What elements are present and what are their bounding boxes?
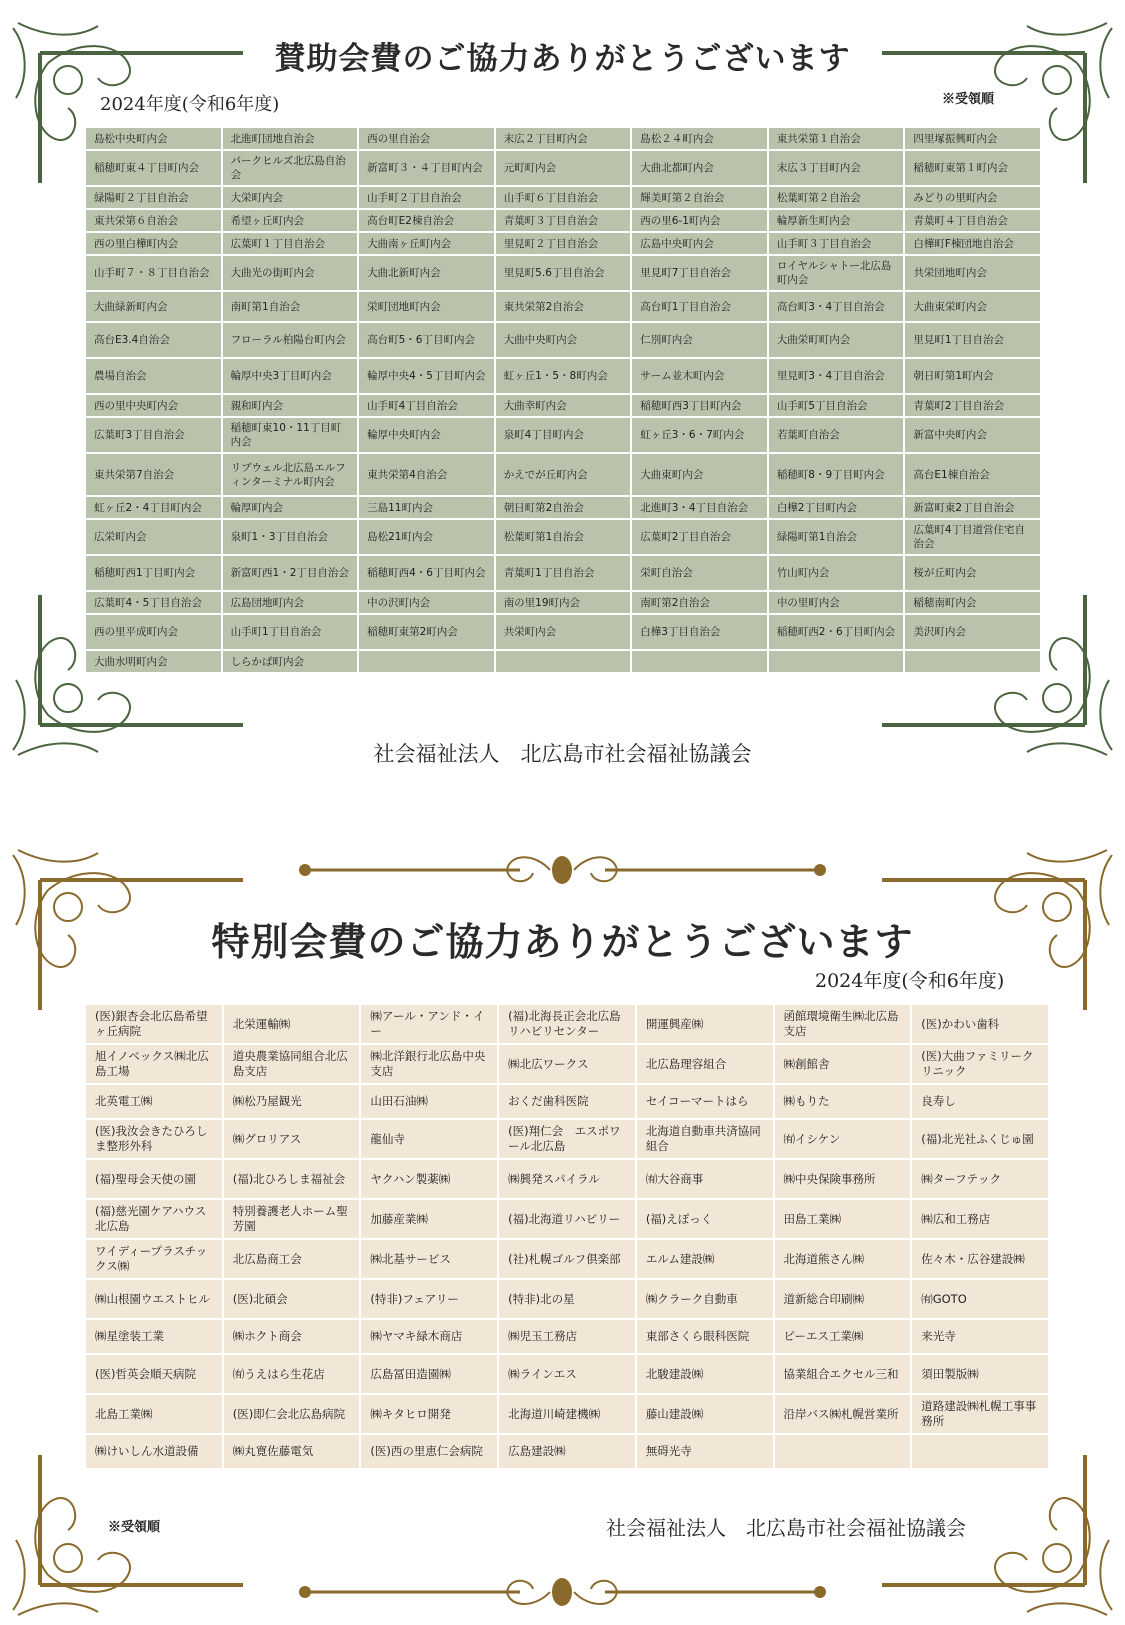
member-cell: 大曲南ヶ丘町内会 [358, 232, 495, 255]
member-cell: (医)大曲ファミリークリニック [911, 1044, 1049, 1084]
member-cell: (特非)北の星 [498, 1279, 636, 1319]
member-cell: 東部さくら眼科医院 [636, 1319, 774, 1354]
member-cell: 朝日町第1町内会 [904, 358, 1041, 394]
supporting-members-row [85, 496, 1041, 519]
member-cell: 希望ヶ丘町内会 [222, 209, 359, 232]
special-members-row [85, 1319, 1049, 1354]
corner-ornament-gold-bottom-left [8, 1450, 248, 1620]
member-cell: 南町第1自治会 [222, 291, 359, 322]
member-cell: ㈱山根園ウエストヒル [85, 1279, 223, 1319]
member-cell: 東共栄第１自治会 [768, 127, 905, 150]
member-cell: 四里塚振興町内会 [904, 127, 1041, 150]
member-cell: エルム建設㈱ [636, 1239, 774, 1279]
supporting-members-row [85, 127, 1041, 150]
member-cell: リブウェル北広島エルフィンターミナル町内会 [222, 453, 359, 496]
supporting-members-row [85, 453, 1041, 496]
member-cell: 無碍光寺 [636, 1434, 774, 1469]
member-cell: (医)即仁会北広島病院 [223, 1394, 361, 1434]
member-cell: 中の里町内会 [768, 591, 905, 614]
member-cell: ワイディープラスチックス㈱ [85, 1239, 223, 1279]
member-cell: 須田製版㈱ [911, 1354, 1049, 1394]
member-cell: (福)北海道リハビリー [498, 1199, 636, 1239]
member-cell: 輪厚町内会 [222, 496, 359, 519]
member-cell: 白樺3丁目自治会 [631, 614, 768, 650]
member-cell [495, 650, 632, 673]
member-cell: 山手町２丁目自治会 [358, 186, 495, 209]
member-cell: サーム並木町内会 [631, 358, 768, 394]
member-cell: 山手町4丁目自治会 [358, 394, 495, 417]
member-cell: 北広島理容組合 [636, 1044, 774, 1084]
member-cell: 末広３丁目町内会 [768, 150, 905, 186]
member-cell: 西の里自治会 [358, 127, 495, 150]
member-cell: 栄町団地町内会 [358, 291, 495, 322]
member-cell: 道路建設㈱札幌工事事務所 [911, 1394, 1049, 1434]
member-cell: 三島11町内会 [358, 496, 495, 519]
member-cell: ㈱けいしん水道設備 [85, 1434, 223, 1469]
special-members-row [85, 1044, 1049, 1084]
member-cell: ㈲大谷商事 [636, 1159, 774, 1199]
member-cell: 北海道自動車共済協同組合 [636, 1119, 774, 1159]
supporting-members-row [85, 209, 1041, 232]
member-cell: 来光寺 [911, 1319, 1049, 1354]
member-cell: 虹ヶ丘2・4丁目町内会 [85, 496, 222, 519]
supporting-members-row [85, 322, 1041, 358]
member-cell: みどりの里町内会 [904, 186, 1041, 209]
supporting-members-row [85, 519, 1041, 555]
member-cell: (福)北ひろしま福祉会 [223, 1159, 361, 1199]
member-cell: 佐々木・広谷建設㈱ [911, 1239, 1049, 1279]
member-cell: 稲穂町西3丁目町内会 [631, 394, 768, 417]
member-cell: 高台町3・4丁目自治会 [768, 291, 905, 322]
member-cell: 広葉町１丁目自治会 [222, 232, 359, 255]
member-cell: 輪厚中央町内会 [358, 417, 495, 453]
special-members-row [85, 1199, 1049, 1239]
member-cell: 新富町西1・2丁目自治会 [222, 555, 359, 591]
member-cell: ロイヤルシャトー北広島町内会 [768, 255, 905, 291]
supporting-members-row [85, 555, 1041, 591]
member-cell: 稲穂町東10・11丁目町内会 [222, 417, 359, 453]
member-cell: 青葉町４丁目自治会 [904, 209, 1041, 232]
member-cell: 広葉町2丁目自治会 [631, 519, 768, 555]
member-cell: 新富町３・４丁目町内会 [358, 150, 495, 186]
member-cell: 泉町1・3丁目自治会 [222, 519, 359, 555]
member-cell: 共栄町内会 [495, 614, 632, 650]
supporting-members-row [85, 232, 1041, 255]
member-cell: 朝日町第2自治会 [495, 496, 632, 519]
member-cell: 良寿し [911, 1084, 1049, 1119]
member-cell: 東共栄第６自治会 [85, 209, 222, 232]
member-cell: 島松21町内会 [358, 519, 495, 555]
member-cell: 大曲中央町内会 [495, 322, 632, 358]
member-cell: 稲穂南町内会 [904, 591, 1041, 614]
section2-title: 特別会費のご協力ありがとうございます [211, 919, 914, 964]
member-cell: ㈱興発スパイラル [498, 1159, 636, 1199]
member-cell: 北広島商工会 [223, 1239, 361, 1279]
section1-note: ※受領順 [942, 92, 995, 107]
member-cell: 親和町内会 [222, 394, 359, 417]
member-cell: 東共栄第2自治会 [495, 291, 632, 322]
member-cell: ㈱創館舎 [774, 1044, 912, 1084]
member-cell: 輪厚新生町内会 [768, 209, 905, 232]
special-members-row [85, 1004, 1049, 1044]
member-cell: 松葉町第２自治会 [768, 186, 905, 209]
member-cell: 大曲緑新町内会 [85, 291, 222, 322]
member-cell: 栄町自治会 [631, 555, 768, 591]
member-cell: 里見町1丁目自治会 [904, 322, 1041, 358]
special-members-row [85, 1084, 1049, 1119]
supporting-members-table [84, 126, 1042, 674]
member-cell: ㈱広和工務店 [911, 1199, 1049, 1239]
member-cell: ㈱中央保険事務所 [774, 1159, 912, 1199]
special-members-row [85, 1239, 1049, 1279]
supporting-members-row [85, 150, 1041, 186]
member-cell: 大曲栄町町内会 [768, 322, 905, 358]
member-cell: 虹ヶ丘3・6・7町内会 [631, 417, 768, 453]
member-cell: 西の里6-1町内会 [631, 209, 768, 232]
member-cell: 稲穂町西2・6丁目町内会 [768, 614, 905, 650]
member-cell: 輝美町第２自治会 [631, 186, 768, 209]
member-cell: 開運興産㈱ [636, 1004, 774, 1044]
member-cell: 大曲水明町内会 [85, 650, 222, 673]
member-cell: 山手町5丁目自治会 [768, 394, 905, 417]
member-cell: 島松２４町内会 [631, 127, 768, 150]
member-cell: ㈱クラーク自動車 [636, 1279, 774, 1319]
member-cell: フローラル柏陽台町内会 [222, 322, 359, 358]
member-cell: 里見町5.6丁目自治会 [495, 255, 632, 291]
member-cell: ㈱丸寛佐藤電気 [223, 1434, 361, 1469]
member-cell: ピーエス工業㈱ [774, 1319, 912, 1354]
member-cell: ㈱ヤマキ緑木商店 [360, 1319, 498, 1354]
member-cell: (医)哲英会順天病院 [85, 1354, 223, 1394]
member-cell: (医)西の里恵仁会病院 [360, 1434, 498, 1469]
member-cell: ㈱アール・アンド・イー [360, 1004, 498, 1044]
member-cell: 加藤産業㈱ [360, 1199, 498, 1239]
member-cell: 北海道熊さん㈱ [774, 1239, 912, 1279]
member-cell: 輪厚中央4・5丁目町内会 [358, 358, 495, 394]
member-cell: おくだ歯科医院 [498, 1084, 636, 1119]
special-members-row [85, 1434, 1049, 1469]
member-cell: 龍仙寺 [360, 1119, 498, 1159]
member-cell: 北進町団地自治会 [222, 127, 359, 150]
special-members-row [85, 1159, 1049, 1199]
member-cell: 広葉町4・5丁目自治会 [85, 591, 222, 614]
member-cell: 山手町７・８丁目自治会 [85, 255, 222, 291]
member-cell: 高台町E2棟自治会 [358, 209, 495, 232]
supporting-members-row [85, 186, 1041, 209]
member-cell: 稲穂町東第１町内会 [904, 150, 1041, 186]
member-cell: 稲穂町西1丁目町内会 [85, 555, 222, 591]
section1-organization: 社会福祉法人 北広島市社会福祉協議会 [373, 742, 752, 766]
member-cell: 輪厚中央3丁目町内会 [222, 358, 359, 394]
member-cell: (福)慈光園ケアハウス北広島 [85, 1199, 223, 1239]
member-cell: 島松中央町内会 [85, 127, 222, 150]
member-cell: 東共栄第4自治会 [358, 453, 495, 496]
special-members-row [85, 1279, 1049, 1319]
member-cell: 松葉町第1自治会 [495, 519, 632, 555]
member-cell: 北島工業㈱ [85, 1394, 223, 1434]
member-cell: 山手町３丁目自治会 [768, 232, 905, 255]
member-cell: 高台町1丁目自治会 [631, 291, 768, 322]
member-cell: 広島団地町内会 [222, 591, 359, 614]
member-cell: 南の里19町内会 [495, 591, 632, 614]
member-cell: 広栄町内会 [85, 519, 222, 555]
member-cell: 緑陽町２丁目自治会 [85, 186, 222, 209]
member-cell: 大曲光の街町内会 [222, 255, 359, 291]
member-cell [631, 650, 768, 673]
special-members-row [85, 1354, 1049, 1394]
member-cell: 北駿建設㈱ [636, 1354, 774, 1394]
member-cell [774, 1434, 912, 1469]
member-cell: (福)えぽっく [636, 1199, 774, 1239]
member-cell [911, 1434, 1049, 1469]
member-cell: 道新総合印刷㈱ [774, 1279, 912, 1319]
member-cell: 西の里白樺町内会 [85, 232, 222, 255]
member-cell: 里見町3・4丁目自治会 [768, 358, 905, 394]
member-cell: 農場自治会 [85, 358, 222, 394]
member-cell: 北進町3・4丁目自治会 [631, 496, 768, 519]
member-cell: セイコーマートはら [636, 1084, 774, 1119]
member-cell: 里見町２丁目自治会 [495, 232, 632, 255]
member-cell: 南町第2自治会 [631, 591, 768, 614]
member-cell: 東共栄第7自治会 [85, 453, 222, 496]
member-cell: ㈱松乃屋観光 [223, 1084, 361, 1119]
member-cell: (福)聖母会天使の園 [85, 1159, 223, 1199]
member-cell: 新富中央町内会 [904, 417, 1041, 453]
section2-note: ※受領順 [108, 1520, 161, 1535]
member-cell: かえでが丘町内会 [495, 453, 632, 496]
section1-title: 賛助会費のご協力ありがとうございます [274, 41, 851, 77]
member-cell: 北海道川崎建機㈱ [498, 1394, 636, 1434]
member-cell: 協業組合エクセル三和 [774, 1354, 912, 1394]
member-cell: ㈱北洋銀行北広島中央支店 [360, 1044, 498, 1084]
member-cell: 共栄団地町内会 [904, 255, 1041, 291]
special-members-row [85, 1119, 1049, 1159]
member-cell: ㈱星塗装工業 [85, 1319, 223, 1354]
member-cell: 青葉町1丁目自治会 [495, 555, 632, 591]
member-cell: 美沢町内会 [904, 614, 1041, 650]
member-cell: 高台E1棟自治会 [904, 453, 1041, 496]
member-cell: 白樺2丁目町内会 [768, 496, 905, 519]
member-cell: 大曲北新町内会 [358, 255, 495, 291]
member-cell: 稲穂町西4・6丁目町内会 [358, 555, 495, 591]
member-cell: 稲穂町8・9丁目町内会 [768, 453, 905, 496]
member-cell: 旭イノベックス㈱北広島工場 [85, 1044, 223, 1084]
supporting-members-row [85, 291, 1041, 322]
member-cell: (社)札幌ゴルフ倶楽部 [498, 1239, 636, 1279]
member-cell: (医)北碩会 [223, 1279, 361, 1319]
member-cell: 新富町東2丁目自治会 [904, 496, 1041, 519]
scroll-divider-bottom [295, 1570, 830, 1614]
special-members-table [84, 1003, 1050, 1470]
member-cell: 緑陽町第1自治会 [768, 519, 905, 555]
member-cell: 北英電工㈱ [85, 1084, 223, 1119]
member-cell: 道央農業協同組合北広島支店 [223, 1044, 361, 1084]
member-cell: 函館環境衛生㈱北広島支店 [774, 1004, 912, 1044]
member-cell: 山手町1丁目自治会 [222, 614, 359, 650]
member-cell: 広葉町4丁目道営住宅自治会 [904, 519, 1041, 555]
member-cell: 若葉町自治会 [768, 417, 905, 453]
member-cell: 大曲幸町内会 [495, 394, 632, 417]
member-cell: 大曲北都町内会 [631, 150, 768, 186]
member-cell: しらかば町内会 [222, 650, 359, 673]
member-cell: パークヒルズ北広島自治会 [222, 150, 359, 186]
member-cell: ㈱児玉工務店 [498, 1319, 636, 1354]
supporting-members-row [85, 255, 1041, 291]
member-cell: ㈱キタヒロ開発 [360, 1394, 498, 1434]
member-cell: 稲穂町東第2町内会 [358, 614, 495, 650]
member-cell [768, 650, 905, 673]
member-cell: 広葉町3丁目自治会 [85, 417, 222, 453]
member-cell: 特別養護老人ホーム聖芳園 [223, 1199, 361, 1239]
member-cell: 桜が丘町内会 [904, 555, 1041, 591]
member-cell: 白樺町F棟団地自治会 [904, 232, 1041, 255]
supporting-members-row [85, 614, 1041, 650]
special-members-row [85, 1394, 1049, 1434]
member-cell: 仁別町内会 [631, 322, 768, 358]
member-cell [358, 650, 495, 673]
section1-year: 2024年度(令和6年度) [100, 94, 280, 115]
member-cell: (医)翔仁会 エスポワール北広島 [498, 1119, 636, 1159]
member-cell: 西の里中央町内会 [85, 394, 222, 417]
member-cell: 広島建設㈱ [498, 1434, 636, 1469]
member-cell: 高台E3.4自治会 [85, 322, 222, 358]
member-cell: ㈱ターフテック [911, 1159, 1049, 1199]
member-cell: 青葉町2丁目自治会 [904, 394, 1041, 417]
member-cell: 大曲東栄町内会 [904, 291, 1041, 322]
section2-organization: 社会福祉法人 北広島市社会福祉協議会 [606, 1516, 966, 1540]
member-cell: 山田石油㈱ [360, 1084, 498, 1119]
member-cell: ㈲GOTO [911, 1279, 1049, 1319]
member-cell [904, 650, 1041, 673]
member-cell: 末広２丁目町内会 [495, 127, 632, 150]
member-cell: 広島冨田造園㈱ [360, 1354, 498, 1394]
member-cell: (特非)フェアリー [360, 1279, 498, 1319]
member-cell: ㈱もりた [774, 1084, 912, 1119]
member-cell: ㈱グロリアス [223, 1119, 361, 1159]
member-cell: 稲穂町東４丁目町内会 [85, 150, 222, 186]
member-cell: 青葉町３丁目自治会 [495, 209, 632, 232]
member-cell: 里見町7丁目自治会 [631, 255, 768, 291]
member-cell: 泉町4丁目町内会 [495, 417, 632, 453]
member-cell: 虹ヶ丘1・5・8町内会 [495, 358, 632, 394]
member-cell: ㈱ホクト商会 [223, 1319, 361, 1354]
member-cell: (福)北光社ふくじゅ園 [911, 1119, 1049, 1159]
supporting-members-row [85, 394, 1041, 417]
member-cell: 大栄町内会 [222, 186, 359, 209]
supporting-members-row [85, 650, 1041, 673]
member-cell: 沿岸バス㈱札幌営業所 [774, 1394, 912, 1434]
member-cell: 高台町5・6丁目町内会 [358, 322, 495, 358]
section2-year: 2024年度(令和6年度) [815, 970, 1005, 992]
member-cell: ㈲イシケン [774, 1119, 912, 1159]
member-cell: 田島工業㈱ [774, 1199, 912, 1239]
member-cell: ㈱北基サービス [360, 1239, 498, 1279]
member-cell: ㈱ラインエス [498, 1354, 636, 1394]
supporting-members-row [85, 358, 1041, 394]
supporting-members-row [85, 417, 1041, 453]
member-cell: 藤山建設㈱ [636, 1394, 774, 1434]
member-cell: 山手町６丁目自治会 [495, 186, 632, 209]
member-cell: 竹山町内会 [768, 555, 905, 591]
member-cell: 北栄運輸㈱ [223, 1004, 361, 1044]
scroll-divider-top [295, 848, 830, 892]
member-cell: 西の里平成町内会 [85, 614, 222, 650]
supporting-members-row [85, 591, 1041, 614]
member-cell: 大曲東町内会 [631, 453, 768, 496]
member-cell: ヤクハン製薬㈱ [360, 1159, 498, 1199]
member-cell: (医)我汝会きたひろしま整形外科 [85, 1119, 223, 1159]
member-cell: (医)銀杏会北広島希望ヶ丘病院 [85, 1004, 223, 1044]
member-cell: 中の沢町内会 [358, 591, 495, 614]
member-cell: ㈲うえはら生花店 [223, 1354, 361, 1394]
member-cell: (福)北海長正会北広島リハビリセンター [498, 1004, 636, 1044]
member-cell: (医)かわい歯科 [911, 1004, 1049, 1044]
member-cell: ㈱北広ワークス [498, 1044, 636, 1084]
member-cell: 元町町内会 [495, 150, 632, 186]
member-cell: 広島中央町内会 [631, 232, 768, 255]
